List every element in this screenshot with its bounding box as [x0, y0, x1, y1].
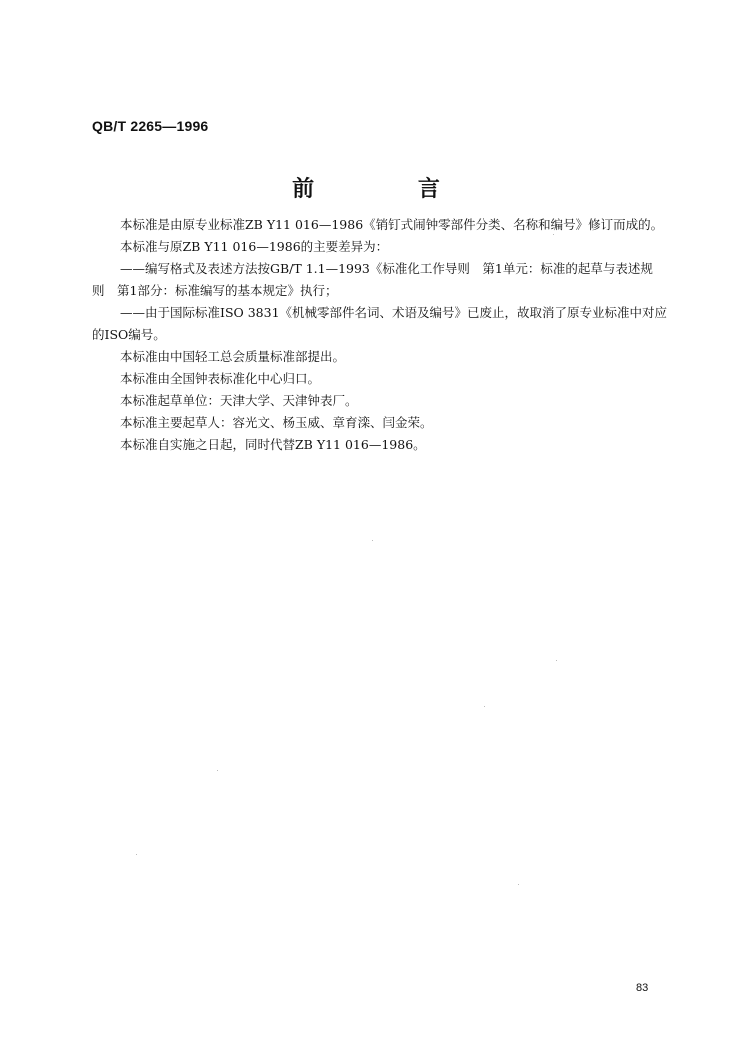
paragraph-format-rule: ——编写格式及表述方法按GB/T 1.1—1993《标准化工作导则 第1单元：标准的起草与表述规: [120, 261, 653, 276]
scan-speck: [553, 234, 554, 235]
scan-speck: [484, 706, 485, 707]
page-title: 前 言: [292, 176, 488, 202]
paragraph-iso-withdrawn: ——由于国际标准ISO 3831《机械零部件名词、术语及编号》已废止，故取消了原专业标准中对应: [120, 305, 668, 320]
paragraph-centralized-unit: 本标准由全国钟表标准化中心归口。: [120, 371, 321, 386]
page-number: 83: [636, 982, 649, 994]
paragraph-format-rule-continued: 则 第1部分：标准编写的基本规定》执行；: [92, 283, 338, 298]
foreword-body: [92, 214, 667, 456]
paragraph-proposer: 本标准由中国轻工总会质量标准部提出。: [120, 349, 346, 364]
paragraph-replacement: 本标准自实施之日起，同时代替ZB Y11 016—1986。: [120, 437, 426, 452]
scan-speck: [556, 660, 557, 661]
paragraph-differences-intro: 本标准与原ZB Y11 016—1986的主要差异为：: [120, 239, 389, 254]
paragraph-drafters: 本标准主要起草人：容光文、杨玉威、章育滦、闫金荣。: [120, 415, 433, 430]
scan-speck: [136, 854, 137, 855]
paragraph-iso-withdrawn-continued: 的ISO编号。: [92, 327, 166, 342]
scan-speck: [217, 770, 218, 771]
paragraph-drafting-units: 本标准起草单位：天津大学、天津钟表厂。: [120, 393, 358, 408]
standard-code: QB/T 2265—1996: [92, 118, 209, 134]
paragraph-revision-source: 本标准是由原专业标准ZB Y11 016—1986《销钉式闹钟零部件分类、名称和编号》修订而成的。: [120, 217, 664, 232]
scan-speck: [518, 884, 519, 885]
scan-speck: [372, 540, 373, 541]
